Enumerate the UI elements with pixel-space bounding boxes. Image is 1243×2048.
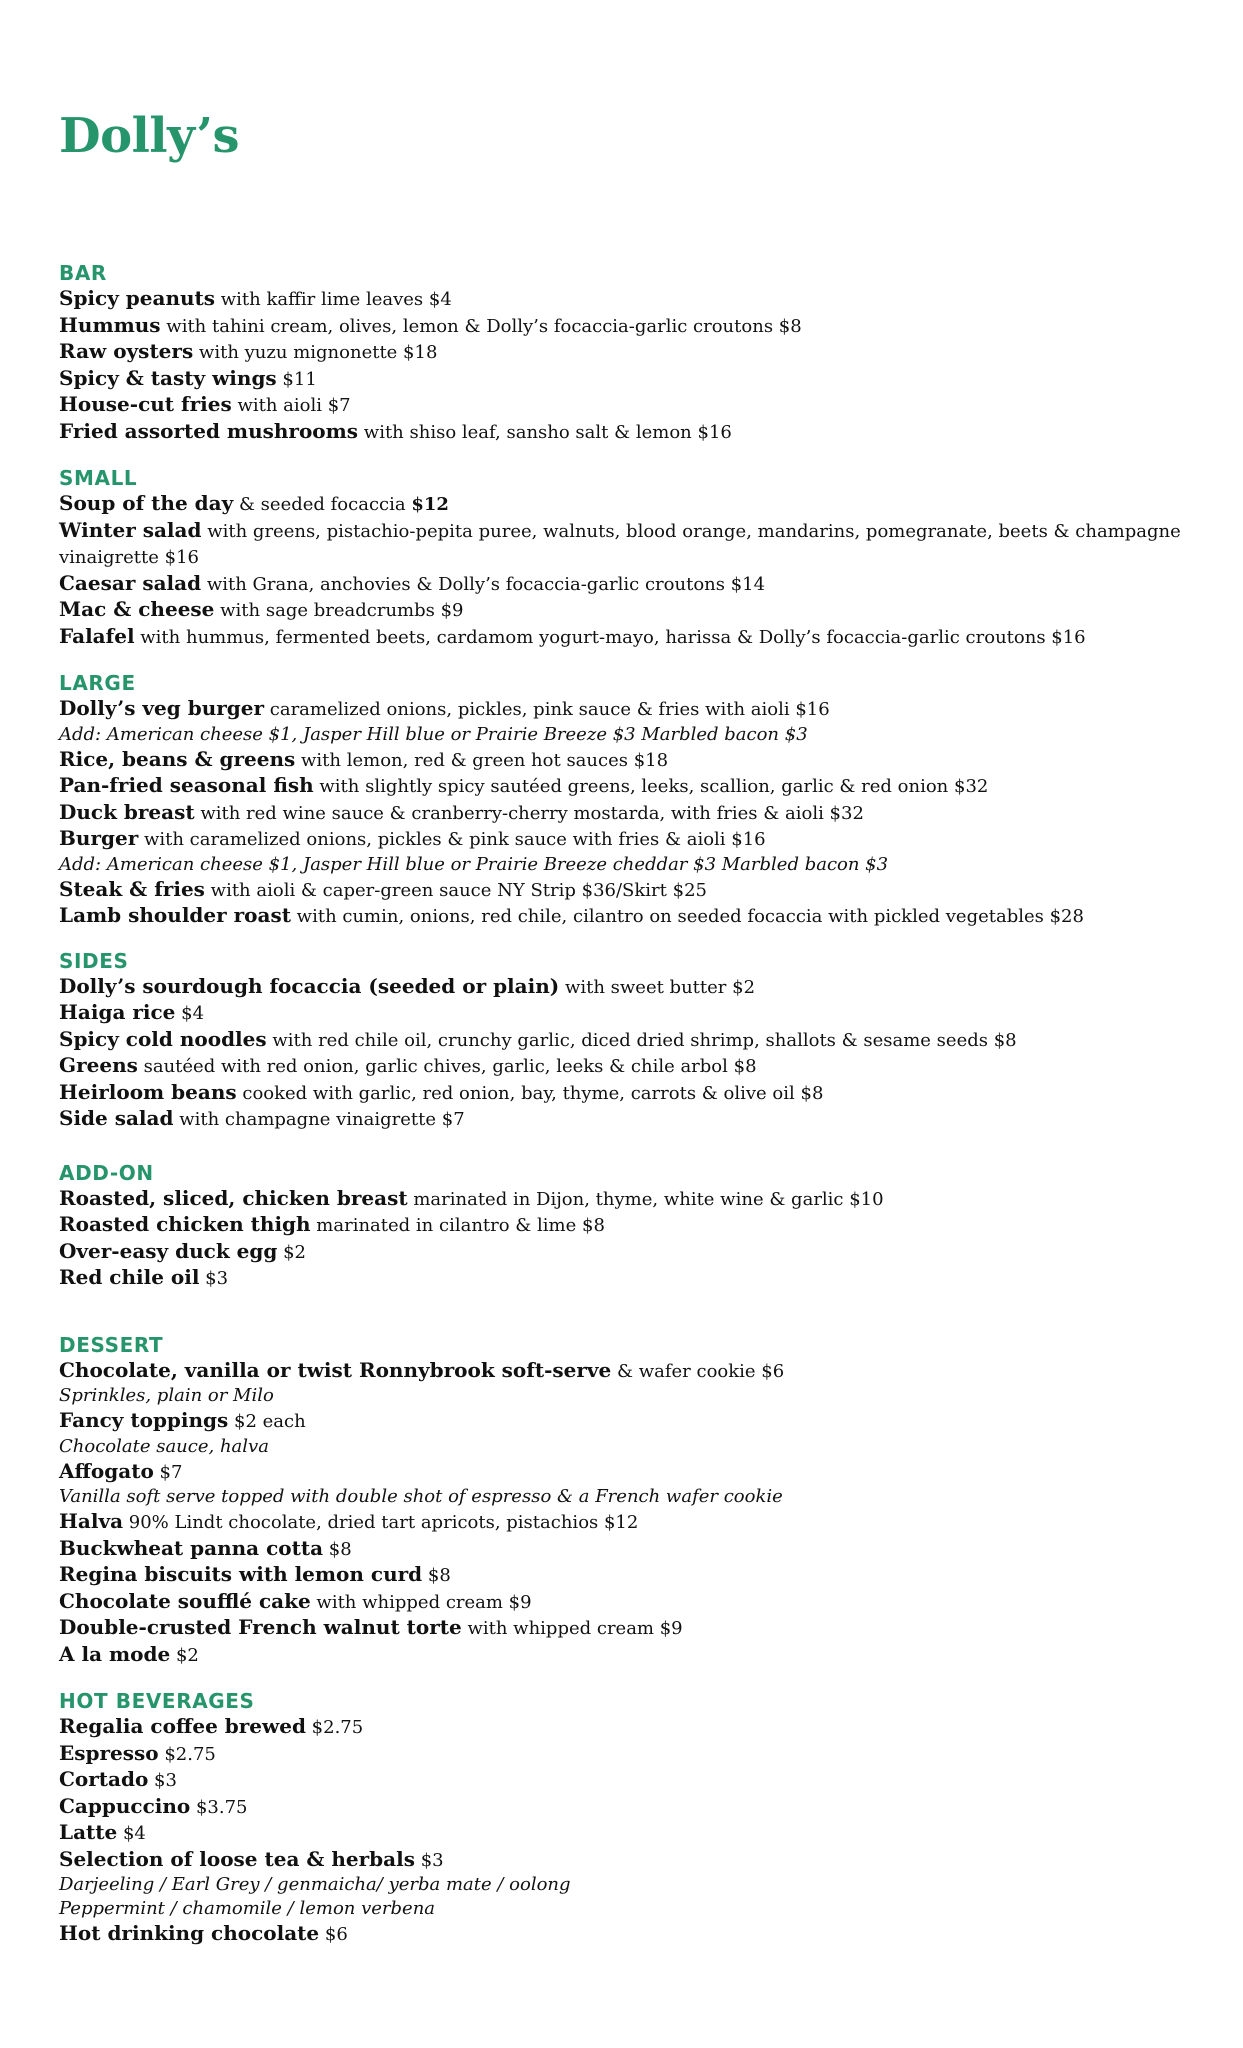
item-name: Regalia coffee brewed bbox=[59, 1714, 306, 1738]
item-name: Heirloom beans bbox=[59, 1079, 237, 1104]
item-description: & seeded focaccia bbox=[233, 494, 412, 515]
item-name: Raw oysters bbox=[59, 339, 194, 363]
item-description: $2 bbox=[277, 1241, 306, 1263]
menu-section-bar bbox=[59, 260, 1203, 445]
item-name: Steak & fries bbox=[59, 876, 205, 901]
item-description: $8 bbox=[422, 1565, 451, 1586]
item-name: Selection of loose tea & herbals bbox=[59, 1846, 415, 1871]
item-name: House-cut fries bbox=[59, 392, 232, 416]
item-description: $3 bbox=[199, 1268, 229, 1289]
section-heading: LARGE bbox=[59, 671, 136, 695]
menu-item bbox=[59, 571, 1203, 598]
item-description: with aioli & caper-green sauce NY Strip $36/Skirt $25 bbox=[204, 879, 707, 901]
item-description: with tahini cream, olives, lemon & Dolly’s focaccia-garlic croutons $8 bbox=[160, 315, 802, 337]
item-name: Latte bbox=[59, 1820, 118, 1844]
menu-item bbox=[59, 1714, 1203, 1741]
item-name: Cortado bbox=[59, 1767, 149, 1791]
item-description: with yuzu mignonette $18 bbox=[193, 342, 438, 363]
menu-item bbox=[59, 518, 1203, 571]
item-name: Chocolate soufflé cake bbox=[59, 1588, 311, 1613]
item-name: Dolly’s sourdough focaccia (seeded or plain) bbox=[59, 973, 560, 998]
item-name: Dolly’s veg burger bbox=[59, 696, 265, 720]
item-description: with red chile oil, crunchy garlic, diced dried shrimp, shallots & sesame seeds $8 bbox=[266, 1029, 1017, 1051]
item-name: Duck breast bbox=[59, 799, 195, 824]
item-description: with Grana, anchovies & Dolly’s focaccia-garlic croutons $14 bbox=[201, 573, 766, 595]
menu-item bbox=[59, 1080, 1203, 1107]
menu-section-add-on bbox=[59, 1160, 1203, 1292]
item-name: Rice, beans & greens bbox=[59, 746, 296, 771]
menu-item bbox=[59, 1820, 1203, 1847]
item-name: Over-easy duck egg bbox=[59, 1238, 278, 1263]
section-heading: BAR bbox=[59, 261, 107, 285]
menu-item bbox=[59, 1212, 1203, 1239]
menu-item bbox=[59, 1239, 1203, 1266]
menu-item bbox=[59, 1265, 1203, 1292]
item-description: with sweet butter $2 bbox=[559, 976, 756, 998]
item-note: Vanilla soft serve topped with double shot of espresso & a French wafer cookie bbox=[59, 1486, 783, 1507]
section-heading: DESSERT bbox=[59, 1332, 164, 1357]
menu-item bbox=[59, 1186, 1203, 1213]
item-name: Regina biscuits with lemon curd bbox=[59, 1562, 423, 1586]
menu-item bbox=[59, 696, 1203, 723]
item-description: $11 bbox=[276, 368, 317, 390]
item-name: Red chile oil bbox=[59, 1265, 200, 1289]
item-description: with cumin, onions, red chile, cilantro on seeded focaccia with pickled vegetables $28 bbox=[290, 906, 1084, 927]
item-description: $7 bbox=[153, 1461, 183, 1483]
menu-item bbox=[59, 1027, 1203, 1054]
item-name: Buckwheat panna cotta bbox=[59, 1535, 324, 1560]
item-description: with kaffir lime leaves $4 bbox=[215, 289, 452, 310]
item-description: $2 bbox=[170, 1644, 199, 1666]
menu-item bbox=[59, 313, 1203, 340]
item-name: Falafel bbox=[59, 623, 135, 648]
menu-item bbox=[59, 1053, 1203, 1080]
menu-section-large bbox=[59, 670, 1203, 930]
restaurant-title: Dolly’s bbox=[59, 108, 239, 164]
item-name: Roasted chicken thigh bbox=[59, 1212, 311, 1236]
menu-item bbox=[59, 1408, 1203, 1435]
item-description: with whipped cream $9 bbox=[310, 1591, 532, 1613]
menu-item bbox=[59, 1847, 1203, 1874]
menu-item bbox=[59, 1794, 1203, 1821]
menu-item bbox=[59, 1509, 1203, 1536]
item-name: Spicy cold noodles bbox=[59, 1026, 267, 1051]
item-name: Fancy toppings bbox=[59, 1408, 229, 1432]
item-name: Haiga rice bbox=[59, 1000, 176, 1024]
item-name: Double-crusted French walnut torte bbox=[59, 1615, 462, 1639]
menu-body bbox=[59, 260, 1203, 1948]
item-description: $4 bbox=[117, 1823, 146, 1844]
item-name: Affogato bbox=[59, 1458, 154, 1483]
menu-item bbox=[59, 773, 1203, 800]
item-description: $2 each bbox=[228, 1411, 306, 1432]
item-description: marinated in Dijon, thyme, white wine & garlic $10 bbox=[407, 1188, 884, 1210]
item-name: Hummus bbox=[59, 312, 161, 337]
menu-item bbox=[59, 1767, 1203, 1794]
menu-item bbox=[59, 1358, 1203, 1385]
menu-item bbox=[59, 1741, 1203, 1768]
item-description: $2.75 bbox=[158, 1743, 216, 1765]
item-name: Mac & cheese bbox=[59, 597, 215, 621]
item-description: $6 bbox=[319, 1924, 348, 1945]
item-name: Spicy peanuts bbox=[59, 286, 216, 310]
item-name: Cappuccino bbox=[59, 1793, 191, 1818]
item-description: $3 bbox=[148, 1770, 177, 1791]
item-description: 90% Lindt chocolate, dried tart apricots, pistachios $12 bbox=[123, 1512, 639, 1533]
section-heading: HOT BEVERAGES bbox=[59, 1689, 255, 1713]
menu-item bbox=[59, 877, 1203, 904]
item-description: with aioli $7 bbox=[231, 395, 351, 416]
item-description: with whipped cream $9 bbox=[461, 1618, 683, 1639]
menu-item bbox=[59, 366, 1203, 393]
item-description: with champagne vinaigrette $7 bbox=[173, 1109, 465, 1130]
item-name: Halva bbox=[59, 1509, 124, 1533]
menu-section-dessert bbox=[59, 1332, 1203, 1669]
item-name: Chocolate, vanilla or twist Ronnybrook soft-serve bbox=[59, 1357, 612, 1382]
item-description: with sage breadcrumbs $9 bbox=[214, 600, 464, 621]
item-name: Roasted, sliced, chicken breast bbox=[59, 1185, 408, 1210]
menu-section-hot-beverages bbox=[59, 1688, 1203, 1948]
section-heading: SMALL bbox=[59, 466, 138, 490]
item-name: Spicy & tasty wings bbox=[59, 365, 277, 390]
item-description: with greens, pistachio-pepita puree, walnuts, blood orange, mandarins, pomegranate, beets & champagne vinaigrette $16 bbox=[59, 520, 1181, 568]
item-note: Add: American cheese $1, Jasper Hill blue or Prairie Breeze cheddar $3 Marbled bacon $3 bbox=[59, 853, 889, 875]
item-note: Add: American cheese $1, Jasper Hill blue or Prairie Breeze $3 Marbled bacon $3 bbox=[59, 723, 808, 745]
menu-item bbox=[59, 419, 1203, 446]
menu-section-small bbox=[59, 465, 1203, 650]
menu-item bbox=[59, 339, 1203, 366]
item-note: Peppermint / chamomile / lemon verbena bbox=[59, 1898, 436, 1919]
item-description: $2.75 bbox=[305, 1717, 364, 1738]
item-description: $8 bbox=[323, 1538, 352, 1560]
item-description: cooked with garlic, red onion, bay, thyme, carrots & olive oil $8 bbox=[236, 1082, 824, 1104]
menu-item bbox=[59, 826, 1203, 853]
item-name: A la mode bbox=[59, 1641, 171, 1666]
item-description: $3 bbox=[415, 1849, 444, 1871]
menu-item bbox=[59, 1589, 1203, 1616]
section-heading: SIDES bbox=[59, 948, 129, 973]
menu-item bbox=[59, 1000, 1203, 1027]
menu-item bbox=[59, 1615, 1203, 1642]
menu-item bbox=[59, 1921, 1203, 1948]
item-name: Lamb shoulder roast bbox=[59, 903, 291, 927]
menu-section-sides bbox=[59, 948, 1203, 1133]
item-description: with caramelized onions, pickles & pink sauce with fries & aioli $16 bbox=[138, 829, 766, 850]
item-name: Hot drinking chocolate bbox=[59, 1921, 320, 1945]
item-name: Side salad bbox=[59, 1106, 174, 1130]
item-description: marinated in cilantro & lime $8 bbox=[310, 1215, 605, 1236]
menu-item bbox=[59, 597, 1203, 624]
menu-item bbox=[59, 747, 1203, 774]
menu-item bbox=[59, 1536, 1203, 1563]
menu-item bbox=[59, 1106, 1203, 1133]
item-description: with shiso leaf, sansho salt & lemon $16 bbox=[358, 421, 732, 443]
menu-item bbox=[59, 974, 1203, 1001]
item-note: Chocolate sauce, halva bbox=[59, 1435, 269, 1457]
item-description: caramelized onions, pickles, pink sauce & fries with aioli $16 bbox=[264, 699, 830, 720]
menu-item bbox=[59, 392, 1203, 419]
item-description: with hummus, fermented beets, cardamom yogurt-mayo, harissa & Dolly’s focaccia-garlic croutons $16 bbox=[134, 626, 1086, 648]
item-description: sautéed with red onion, garlic chives, garlic, leeks & chile arbol $8 bbox=[137, 1056, 757, 1077]
item-name: Burger bbox=[59, 826, 139, 850]
item-name: Soup of the day bbox=[59, 491, 234, 515]
menu-item bbox=[59, 624, 1203, 651]
item-name: Winter salad bbox=[59, 517, 202, 542]
item-name: Caesar salad bbox=[59, 570, 202, 595]
item-name: Pan-fried seasonal fish bbox=[59, 773, 314, 797]
item-name: Fried assorted mushrooms bbox=[59, 418, 359, 443]
item-description: with lemon, red & green hot sauces $18 bbox=[295, 749, 669, 771]
item-name: Espresso bbox=[59, 1740, 159, 1765]
menu-item bbox=[59, 286, 1203, 313]
item-note: Darjeeling / Earl Grey / genmaicha/ yerba mate / oolong bbox=[59, 1874, 571, 1895]
section-heading: ADD-ON bbox=[59, 1160, 154, 1185]
item-description: $3.75 bbox=[190, 1796, 248, 1818]
item-description: with red wine sauce & cranberry-cherry mostarda, with fries & aioli $32 bbox=[194, 802, 864, 824]
item-note: Sprinkles, plain or Milo bbox=[59, 1385, 274, 1406]
item-name: Greens bbox=[59, 1053, 138, 1077]
item-description: & wafer cookie $6 bbox=[611, 1360, 785, 1382]
menu-item bbox=[59, 1642, 1203, 1669]
menu-item bbox=[59, 1459, 1203, 1486]
menu-item bbox=[59, 903, 1203, 930]
item-description: with slightly spicy sautéed greens, leeks, scallion, garlic & red onion $32 bbox=[313, 776, 989, 797]
item-description: $4 bbox=[175, 1003, 205, 1024]
item-price: $12 bbox=[411, 494, 449, 515]
menu-item bbox=[59, 1562, 1203, 1589]
menu-item bbox=[59, 491, 1203, 518]
menu-item bbox=[59, 800, 1203, 827]
